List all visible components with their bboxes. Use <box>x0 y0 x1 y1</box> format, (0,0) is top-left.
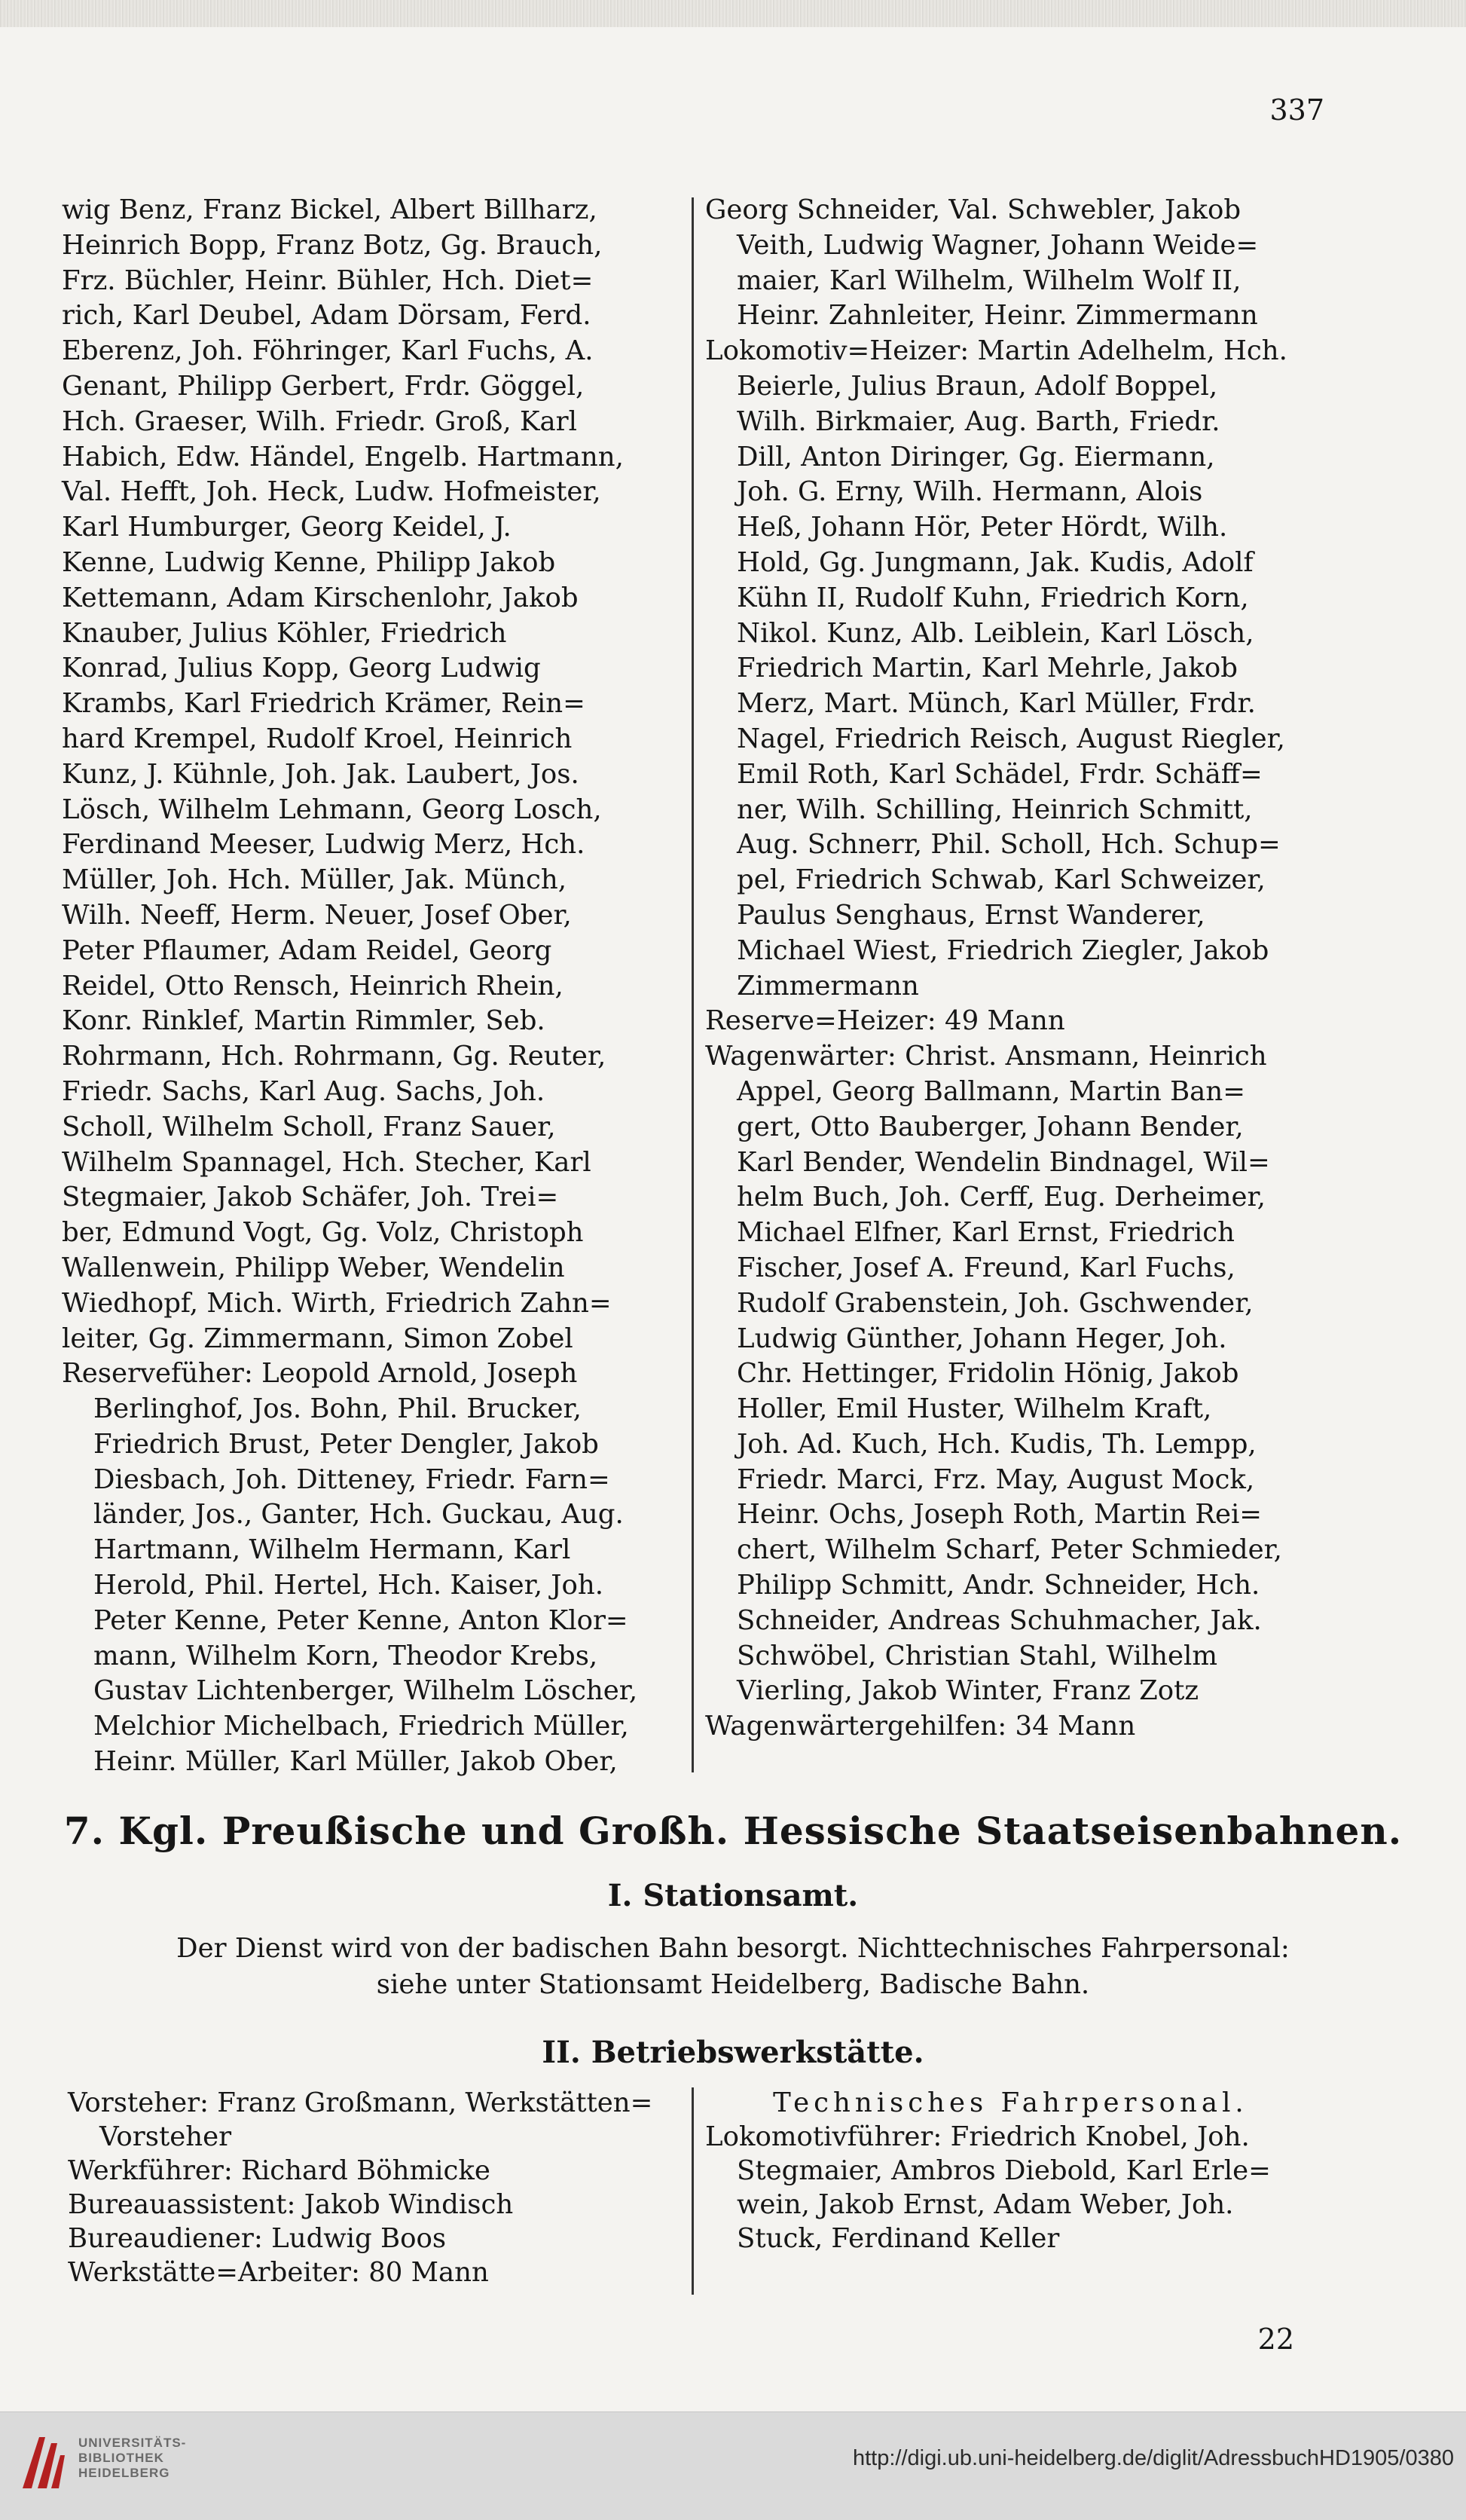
staff-line: Werkstätte=Arbeiter: 80 Mann <box>68 2257 489 2288</box>
staff-line: wein, Jakob Ernst, Adam Weber, Joh. <box>737 2189 1234 2220</box>
staff-line: Lokomotivführer: Friedrich Knobel, Joh. <box>705 2121 1250 2152</box>
column-line: Aug. Schnerr, Phil. Scholl, Hch. Schup= <box>737 829 1281 861</box>
column-line: rich, Karl Deubel, Adam Dörsam, Ferd. <box>62 300 591 332</box>
column-line: Friedr. Marci, Frz. May, August Mock, <box>737 1463 1255 1495</box>
column-divider <box>692 2087 694 2295</box>
column-line: länder, Jos., Ganter, Hch. Guckau, Aug. <box>93 1499 624 1531</box>
column-line: Diesbach, Joh. Ditteney, Friedr. Farn= <box>93 1463 610 1495</box>
column-line: Val. Hefft, Joh. Heck, Ludw. Hofmeister, <box>62 476 601 508</box>
section-I-text <box>0 1931 1466 2003</box>
section-II-heading: II. Betriebswerkstätte. <box>542 2035 924 2070</box>
column-line: Konr. Rinklef, Martin Rimmler, Seb. <box>62 1005 545 1037</box>
column-line: Karl Humburger, Georg Keidel, J. <box>62 512 512 543</box>
column-line: Ferdinand Meeser, Ludwig Merz, Hch. <box>62 829 585 861</box>
column-line: Friedrich Brust, Peter Dengler, Jakob <box>93 1428 599 1460</box>
column-line: Friedr. Sachs, Karl Aug. Sachs, Joh. <box>62 1075 545 1107</box>
column-line: Schneider, Andreas Schuhmacher, Jak. <box>737 1604 1262 1636</box>
column-line: maier, Karl Wilhelm, Wilhelm Wolf II, <box>737 265 1242 296</box>
column-line: Karl Bender, Wendelin Bindnagel, Wil= <box>737 1146 1270 1178</box>
column-line: leiter, Gg. Zimmermann, Simon Zobel <box>62 1323 573 1354</box>
column-line: Peter Kenne, Peter Kenne, Anton Klor= <box>93 1604 628 1636</box>
column-line: Zimmermann <box>737 970 919 1002</box>
staff-line: Stuck, Ferdinand Keller <box>737 2223 1060 2254</box>
column-line: wig Benz, Franz Bickel, Albert Billharz, <box>62 194 597 225</box>
column-line: Peter Pflaumer, Adam Reidel, Georg <box>62 934 552 966</box>
staff-line: Bureaudiener: Ludwig Boos <box>68 2223 447 2254</box>
column-line: Hartmann, Wilhelm Hermann, Karl <box>93 1534 571 1566</box>
column-line: Scholl, Wilhelm Scholl, Franz Sauer, <box>62 1111 556 1142</box>
column-line: hard Krempel, Rudolf Kroel, Heinrich <box>62 723 573 754</box>
column-line: Emil Roth, Karl Schädel, Frdr. Schäff= <box>737 758 1263 790</box>
staff-line: Bureauassistent: Jakob Windisch <box>68 2189 514 2220</box>
column-line: Kunz, J. Kühnle, Joh. Jak. Laubert, Jos. <box>62 758 579 790</box>
column-line: Heinrich Bopp, Franz Botz, Gg. Brauch, <box>62 229 603 261</box>
column-line: Lokomotiv=Heizer: Martin Adelhelm, Hch. <box>705 335 1287 367</box>
column-line: Nikol. Kunz, Alb. Leiblein, Karl Lösch, <box>737 617 1254 649</box>
column-line: Knauber, Julius Köhler, Friedrich <box>62 617 507 649</box>
column-line: Nagel, Friedrich Reisch, August Riegler, <box>737 723 1285 754</box>
column-line: Wiedhopf, Mich. Wirth, Friedrich Zahn= <box>62 1287 612 1319</box>
column-line: gert, Otto Bauberger, Johann Bender, <box>737 1111 1244 1142</box>
logo-line: BIBLIOTHEK <box>78 2451 164 2465</box>
staff-line: Werkführer: Richard Böhmicke <box>68 2155 490 2186</box>
column-line: Reidel, Otto Rensch, Heinrich Rhein, <box>62 970 563 1002</box>
column-line: Kühn II, Rudolf Kuhn, Friedrich Korn, <box>737 582 1249 613</box>
column-line: Appel, Georg Ballmann, Martin Ban= <box>737 1075 1245 1107</box>
column-line: Philipp Schmitt, Andr. Schneider, Hch. <box>737 1570 1260 1601</box>
column-line: Dill, Anton Diringer, Gg. Eiermann, <box>737 441 1215 472</box>
staff-line: Vorsteher: Franz Großmann, Werkstätten= <box>68 2087 653 2118</box>
section-II-left <box>68 2086 652 2289</box>
column-line: Konrad, Julius Kopp, Georg Ludwig <box>62 653 541 684</box>
section-I-text-line: siehe unter Stationsamt Heidelberg, Badische Bahn. <box>376 1969 1090 2000</box>
column-line: Merz, Mart. Münch, Karl Müller, Frdr. <box>737 688 1256 720</box>
footer-number: 22 <box>1257 2323 1294 2356</box>
column-line: Wagenwärter: Christ. Ansmann, Heinrich <box>705 1041 1267 1072</box>
column-line: ner, Wilh. Schilling, Heinrich Schmitt, <box>737 794 1253 825</box>
source-url-link[interactable]: http://digi.ub.uni-heidelberg.de/diglit/AdressbuchHD1905/0380 <box>852 2446 1454 2470</box>
column-line: Frz. Büchler, Heinr. Bühler, Hch. Diet= <box>62 265 594 296</box>
column-line: Rudolf Grabenstein, Joh. Gschwender, <box>737 1287 1254 1319</box>
column-line: Wilh. Birkmaier, Aug. Barth, Friedr. <box>737 405 1220 437</box>
page-number: 337 <box>1269 93 1324 127</box>
column-line: Genant, Philipp Gerbert, Frdr. Göggel, <box>62 370 585 402</box>
column-line: Schwöbel, Christian Stahl, Wilhelm <box>737 1640 1217 1671</box>
column-line: Melchior Michelbach, Friedrich Müller, <box>93 1711 629 1742</box>
scan-edge <box>0 0 1466 27</box>
column-line: Vierling, Jakob Winter, Franz Zotz <box>737 1675 1199 1707</box>
column-line: Heinr. Ochs, Joseph Roth, Martin Rei= <box>737 1499 1263 1531</box>
column-line: Wagenwärtergehilfen: 34 Mann <box>705 1711 1136 1742</box>
column-line: Paulus Senghaus, Ernst Wanderer, <box>737 899 1205 931</box>
column-line: Krambs, Karl Friedrich Krämer, Rein= <box>62 688 585 720</box>
column-line: Beierle, Julius Braun, Adolf Boppel, <box>737 370 1218 402</box>
column-line: Stegmaier, Jakob Schäfer, Joh. Trei= <box>62 1182 559 1213</box>
column-line: Eberenz, Joh. Föhringer, Karl Fuchs, A. <box>62 335 594 367</box>
column-line: Berlinghof, Jos. Bohn, Phil. Brucker, <box>93 1393 582 1425</box>
column-line: Reservefüher: Leopold Arnold, Joseph <box>62 1358 578 1390</box>
column-line: mann, Wilhelm Korn, Theodor Krebs, <box>93 1640 598 1671</box>
column-line: Hch. Graeser, Wilh. Friedr. Groß, Karl <box>62 405 577 437</box>
column-line: Wilh. Neeff, Herm. Neuer, Josef Ober, <box>62 899 572 931</box>
column-line: Reserve=Heizer: 49 Mann <box>705 1005 1065 1037</box>
section-I-heading: I. Stationsamt. <box>607 1878 859 1913</box>
column-line: Herold, Phil. Hertel, Hch. Kaiser, Joh. <box>93 1570 604 1601</box>
column-line: chert, Wilhelm Scharf, Peter Schmieder, <box>737 1534 1282 1566</box>
column-line: Kenne, Ludwig Kenne, Philipp Jakob <box>62 546 556 578</box>
column-line: Michael Elfner, Karl Ernst, Friedrich <box>737 1217 1235 1249</box>
logo-line: UNIVERSITÄTS- <box>78 2436 187 2450</box>
column-line: Veith, Ludwig Wagner, Johann Weide= <box>737 229 1259 261</box>
column-line: Wilhelm Spannagel, Hch. Stecher, Karl <box>62 1146 591 1178</box>
staff-line: Stegmaier, Ambros Diebold, Karl Erle= <box>737 2155 1271 2186</box>
column-line: Hold, Gg. Jungmann, Jak. Kudis, Adolf <box>737 546 1254 578</box>
column-line: ber, Edmund Vogt, Gg. Volz, Christoph <box>62 1217 584 1249</box>
section-7-heading: 7. Kgl. Preußische und Großh. Hessische Staatseisenbahnen. <box>63 1809 1403 1853</box>
column-line: Ludwig Günther, Johann Heger, Joh. <box>737 1323 1227 1354</box>
column-line: Joh. G. Erny, Wilh. Hermann, Alois <box>737 476 1203 508</box>
column-line: Wallenwein, Philipp Weber, Wendelin <box>62 1252 565 1283</box>
subheading: Technisches Fahrpersonal. <box>773 2087 1248 2118</box>
column-divider <box>692 197 694 1772</box>
staff-line: Vorsteher <box>99 2121 232 2152</box>
section-I-text-line: Der Dienst wird von der badischen Bahn besorgt. Nichttechnisches Fahrpersonal: <box>176 1933 1290 1964</box>
column-line: pel, Friedrich Schwab, Karl Schweizer, <box>737 864 1266 896</box>
column-line: Georg Schneider, Val. Schwebler, Jakob <box>705 194 1242 225</box>
column-line: Habich, Edw. Händel, Engelb. Hartmann, <box>62 441 624 472</box>
library-logo-text <box>78 2436 186 2481</box>
right-column <box>705 193 1353 1745</box>
section-II-right <box>705 2086 1271 2255</box>
column-line: Holler, Emil Huster, Wilhelm Kraft, <box>737 1393 1212 1425</box>
column-line: Heinr. Zahnleiter, Heinr. Zimmermann <box>737 300 1258 332</box>
column-line: helm Buch, Joh. Cerff, Eug. Derheimer, <box>737 1182 1266 1213</box>
logo-line: HEIDELBERG <box>78 2466 170 2480</box>
column-line: Müller, Joh. Hch. Müller, Jak. Münch, <box>62 864 567 896</box>
column-line: Friedrich Martin, Karl Mehrle, Jakob <box>737 653 1238 684</box>
column-line: Heß, Johann Hör, Peter Hördt, Wilh. <box>737 512 1228 543</box>
column-line: Chr. Hettinger, Fridolin Hönig, Jakob <box>737 1358 1239 1390</box>
column-line: Gustav Lichtenberger, Wilhelm Löscher, <box>93 1675 638 1707</box>
column-line: Kettemann, Adam Kirschenlohr, Jakob <box>62 582 579 613</box>
column-line: Michael Wiest, Friedrich Ziegler, Jakob <box>737 934 1269 966</box>
library-logo-icon <box>17 2428 69 2496</box>
column-line: Heinr. Müller, Karl Müller, Jakob Ober, <box>93 1746 618 1778</box>
column-line: Rohrmann, Hch. Rohrmann, Gg. Reuter, <box>62 1041 606 1072</box>
left-column <box>62 193 687 1780</box>
column-line: Fischer, Josef A. Freund, Karl Fuchs, <box>737 1252 1235 1283</box>
column-line: Lösch, Wilhelm Lehmann, Georg Losch, <box>62 794 602 825</box>
column-line: Joh. Ad. Kuch, Hch. Kudis, Th. Lempp, <box>737 1428 1257 1460</box>
